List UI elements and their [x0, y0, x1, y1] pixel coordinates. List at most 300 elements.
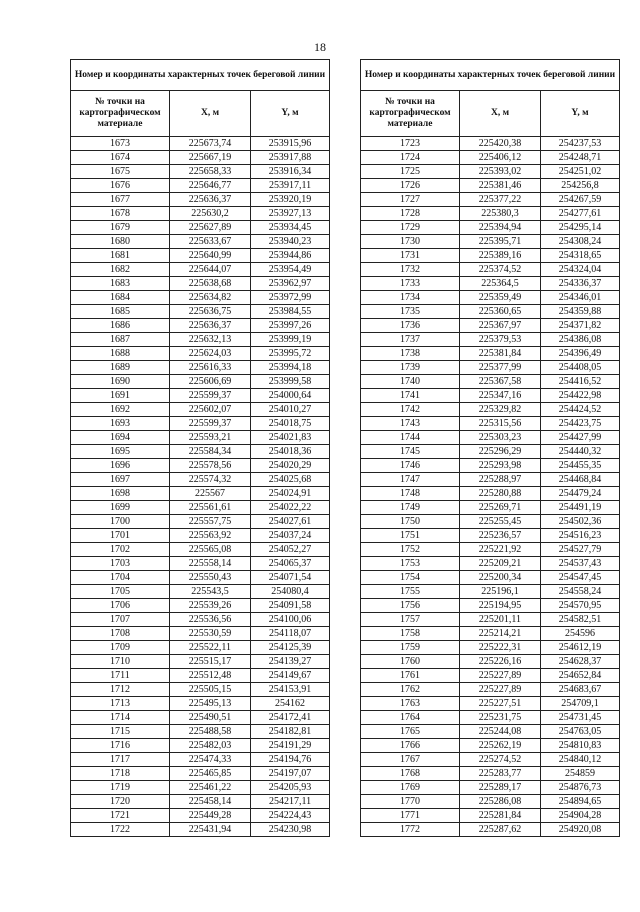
table-row: [361, 655, 620, 669]
point-number-cell: 1766: [361, 739, 460, 753]
point-number-cell: 1760: [361, 655, 460, 669]
table-row: [71, 571, 330, 585]
y-coordinate-cell: 254080,4: [251, 585, 330, 599]
x-coordinate-cell: 225367,58: [460, 375, 541, 389]
table-row: [361, 165, 620, 179]
y-coordinate-cell: 253927,13: [251, 207, 330, 221]
x-coordinate-cell: 225561,61: [170, 501, 251, 515]
point-number-cell: 1751: [361, 529, 460, 543]
y-coordinate-cell: 254570,95: [541, 599, 620, 613]
table-row: [71, 641, 330, 655]
x-coordinate-cell: 225269,71: [460, 501, 541, 515]
x-coordinate-cell: 225574,32: [170, 473, 251, 487]
y-coordinate-cell: 254416,52: [541, 375, 620, 389]
point-number-cell: 1742: [361, 403, 460, 417]
point-number-cell: 1694: [71, 431, 170, 445]
x-coordinate-cell: 225227,51: [460, 697, 541, 711]
point-number-cell: 1687: [71, 333, 170, 347]
x-coordinate-cell: 225379,53: [460, 333, 541, 347]
point-number-cell: 1748: [361, 487, 460, 501]
table-row: [361, 599, 620, 613]
y-coordinate-cell: 253915,96: [251, 137, 330, 151]
x-coordinate-cell: 225394,94: [460, 221, 541, 235]
x-coordinate-cell: 225606,69: [170, 375, 251, 389]
x-coordinate-cell: 225377,22: [460, 193, 541, 207]
point-number-cell: 1689: [71, 361, 170, 375]
point-number-cell: 1764: [361, 711, 460, 725]
y-coordinate-cell: 254191,29: [251, 739, 330, 753]
point-number-cell: 1770: [361, 795, 460, 809]
y-coordinate-cell: 253984,55: [251, 305, 330, 319]
table-row: [361, 823, 620, 837]
x-coordinate-cell: 225646,77: [170, 179, 251, 193]
y-coordinate-cell: 253995,72: [251, 347, 330, 361]
point-number-cell: 1693: [71, 417, 170, 431]
x-coordinate-cell: 225465,85: [170, 767, 251, 781]
y-coordinate-cell: 254582,51: [541, 613, 620, 627]
x-coordinate-cell: 225315,56: [460, 417, 541, 431]
table-row: [361, 585, 620, 599]
x-coordinate-cell: 225593,21: [170, 431, 251, 445]
x-coordinate-cell: 225194,95: [460, 599, 541, 613]
point-number-cell: 1715: [71, 725, 170, 739]
x-coordinate-cell: 225636,75: [170, 305, 251, 319]
table-row: [71, 739, 330, 753]
y-coordinate-cell: 253920,19: [251, 193, 330, 207]
point-number-cell: 1712: [71, 683, 170, 697]
table-row: [71, 151, 330, 165]
y-coordinate-cell: 254427,99: [541, 431, 620, 445]
y-coordinate-cell: 254709,1: [541, 697, 620, 711]
point-number-cell: 1730: [361, 235, 460, 249]
x-coordinate-cell: 225222,31: [460, 641, 541, 655]
x-coordinate-cell: 225214,21: [460, 627, 541, 641]
point-number-cell: 1680: [71, 235, 170, 249]
y-coordinate-cell: 253999,19: [251, 333, 330, 347]
point-number-cell: 1722: [71, 823, 170, 837]
point-number-cell: 1740: [361, 375, 460, 389]
x-coordinate-cell: 225406,12: [460, 151, 541, 165]
x-coordinate-cell: 225431,94: [170, 823, 251, 837]
y-coordinate-cell: 254537,43: [541, 557, 620, 571]
table-row: [71, 221, 330, 235]
table-row: [71, 375, 330, 389]
y-coordinate-cell: 254318,65: [541, 249, 620, 263]
y-coordinate-cell: 254118,07: [251, 627, 330, 641]
x-coordinate-cell: 225200,34: [460, 571, 541, 585]
y-coordinate-cell: 254440,32: [541, 445, 620, 459]
x-coordinate-cell: 225627,89: [170, 221, 251, 235]
point-number-cell: 1682: [71, 263, 170, 277]
table-row: [71, 277, 330, 291]
x-coordinate-cell: 225360,65: [460, 305, 541, 319]
x-coordinate-cell: 225667,19: [170, 151, 251, 165]
x-coordinate-cell: 225449,28: [170, 809, 251, 823]
x-coordinate-cell: 225221,92: [460, 543, 541, 557]
x-coordinate-cell: 225490,51: [170, 711, 251, 725]
table-row: [71, 193, 330, 207]
y-coordinate-cell: 254172,41: [251, 711, 330, 725]
table-row: [361, 501, 620, 515]
point-number-cell: 1738: [361, 347, 460, 361]
x-coordinate-cell: 225636,37: [170, 319, 251, 333]
y-coordinate-cell: 254904,28: [541, 809, 620, 823]
x-coordinate-cell: 225565,08: [170, 543, 251, 557]
y-coordinate-cell: 254100,06: [251, 613, 330, 627]
point-number-cell: 1757: [361, 613, 460, 627]
table-row: [361, 809, 620, 823]
y-coordinate-cell: 254346,01: [541, 291, 620, 305]
point-number-cell: 1702: [71, 543, 170, 557]
y-coordinate-cell: 253917,88: [251, 151, 330, 165]
point-number-header: № точки на картографическом материале: [361, 91, 460, 137]
x-coordinate-cell: 225461,22: [170, 781, 251, 795]
y-coordinate-cell: 254153,91: [251, 683, 330, 697]
x-coordinate-cell: 225209,21: [460, 557, 541, 571]
y-coordinate-cell: 254547,45: [541, 571, 620, 585]
point-number-cell: 1684: [71, 291, 170, 305]
y-coordinate-cell: 254308,24: [541, 235, 620, 249]
table-row: [361, 697, 620, 711]
y-coordinate-cell: 254840,12: [541, 753, 620, 767]
x-coordinate-cell: 225389,16: [460, 249, 541, 263]
table-row: [361, 361, 620, 375]
table-row: [71, 529, 330, 543]
table-row: [71, 753, 330, 767]
y-coordinate-cell: 254336,37: [541, 277, 620, 291]
y-coordinate-cell: 253997,26: [251, 319, 330, 333]
point-number-cell: 1733: [361, 277, 460, 291]
table-row: [361, 781, 620, 795]
y-coordinate-cell: 254628,37: [541, 655, 620, 669]
table-row: [361, 389, 620, 403]
x-coordinate-cell: 225673,74: [170, 137, 251, 151]
table-row: [361, 333, 620, 347]
point-number-cell: 1761: [361, 669, 460, 683]
point-number-cell: 1758: [361, 627, 460, 641]
y-coordinate-cell: 254025,68: [251, 473, 330, 487]
x-coordinate-cell: 225288,97: [460, 473, 541, 487]
table-row: [361, 445, 620, 459]
y-coordinate-cell: 254139,27: [251, 655, 330, 669]
y-coordinate-cell: 254455,35: [541, 459, 620, 473]
point-number-cell: 1732: [361, 263, 460, 277]
y-coordinate-cell: 253954,49: [251, 263, 330, 277]
coordinates-table-left: [70, 59, 330, 837]
x-coordinate-cell: 225293,98: [460, 459, 541, 473]
point-number-cell: 1674: [71, 151, 170, 165]
x-coordinate-cell: 225201,11: [460, 613, 541, 627]
point-number-cell: 1753: [361, 557, 460, 571]
x-coordinate-cell: 225381,46: [460, 179, 541, 193]
point-number-cell: 1706: [71, 599, 170, 613]
point-number-cell: 1701: [71, 529, 170, 543]
y-coordinate-cell: 254422,98: [541, 389, 620, 403]
y-coordinate-cell: 253916,34: [251, 165, 330, 179]
point-number-cell: 1755: [361, 585, 460, 599]
x-coordinate-cell: 225227,89: [460, 669, 541, 683]
point-number-cell: 1724: [361, 151, 460, 165]
y-coordinate-cell: 254371,82: [541, 319, 620, 333]
y-coordinate-cell: 254162: [251, 697, 330, 711]
y-coordinate-cell: 254230,98: [251, 823, 330, 837]
table-row: [71, 809, 330, 823]
y-coordinate-cell: 254527,79: [541, 543, 620, 557]
table-row: [71, 347, 330, 361]
x-coordinate-cell: 225624,03: [170, 347, 251, 361]
table-row: [361, 207, 620, 221]
point-number-cell: 1734: [361, 291, 460, 305]
x-coordinate-cell: 225196,1: [460, 585, 541, 599]
table-row: [71, 249, 330, 263]
table-row: [361, 277, 620, 291]
x-coordinate-cell: 225515,17: [170, 655, 251, 669]
x-coordinate-cell: 225395,71: [460, 235, 541, 249]
table-row: [71, 291, 330, 305]
x-coordinate-cell: 225286,08: [460, 795, 541, 809]
x-coordinate-cell: 225244,08: [460, 725, 541, 739]
y-coordinate-cell: 254091,58: [251, 599, 330, 613]
x-coordinate-cell: 225458,14: [170, 795, 251, 809]
y-coordinate-cell: 254248,71: [541, 151, 620, 165]
table-row: [71, 263, 330, 277]
y-coordinate-cell: 254491,19: [541, 501, 620, 515]
table-row: [71, 711, 330, 725]
y-coordinate-cell: 254502,36: [541, 515, 620, 529]
point-number-cell: 1678: [71, 207, 170, 221]
point-number-cell: 1767: [361, 753, 460, 767]
table-row: [71, 361, 330, 375]
x-coordinate-cell: 225640,99: [170, 249, 251, 263]
table-row: [361, 291, 620, 305]
x-coordinate-cell: 225578,56: [170, 459, 251, 473]
point-number-cell: 1721: [71, 809, 170, 823]
table-row: [71, 781, 330, 795]
point-number-cell: 1743: [361, 417, 460, 431]
point-number-cell: 1690: [71, 375, 170, 389]
table-row: [361, 473, 620, 487]
y-coordinate-cell: 254022,22: [251, 501, 330, 515]
x-coordinate-cell: 225281,84: [460, 809, 541, 823]
y-coordinate-cell: 253917,11: [251, 179, 330, 193]
point-number-cell: 1719: [71, 781, 170, 795]
point-number-cell: 1698: [71, 487, 170, 501]
y-coordinate-cell: 254920,08: [541, 823, 620, 837]
x-coordinate-cell: 225536,56: [170, 613, 251, 627]
table-row: [71, 319, 330, 333]
table-row: [71, 725, 330, 739]
x-coordinate-cell: 225630,2: [170, 207, 251, 221]
y-coordinate-cell: 254731,45: [541, 711, 620, 725]
table-row: [71, 697, 330, 711]
point-number-cell: 1754: [361, 571, 460, 585]
x-coordinate-cell: 225380,3: [460, 207, 541, 221]
point-number-cell: 1752: [361, 543, 460, 557]
table-row: [71, 431, 330, 445]
table-row: [71, 459, 330, 473]
table-row: [71, 473, 330, 487]
table-row: [71, 613, 330, 627]
point-number-cell: 1728: [361, 207, 460, 221]
point-number-cell: 1739: [361, 361, 460, 375]
point-number-cell: 1686: [71, 319, 170, 333]
table-row: [361, 137, 620, 151]
x-coordinate-cell: 225367,97: [460, 319, 541, 333]
point-number-cell: 1708: [71, 627, 170, 641]
y-coordinate-cell: 254612,19: [541, 641, 620, 655]
point-number-cell: 1675: [71, 165, 170, 179]
table-row: [361, 767, 620, 781]
x-coordinate-cell: 225359,49: [460, 291, 541, 305]
table-row: [71, 627, 330, 641]
table-row: [361, 711, 620, 725]
table-row: [361, 263, 620, 277]
point-number-header: № точки на картографическом материале: [71, 91, 170, 137]
point-number-cell: 1700: [71, 515, 170, 529]
x-coordinate-cell: 225381,84: [460, 347, 541, 361]
table-body-left: [71, 137, 330, 837]
x-coordinate-cell: 225543,5: [170, 585, 251, 599]
point-number-cell: 1683: [71, 277, 170, 291]
point-number-cell: 1725: [361, 165, 460, 179]
table-row: [361, 459, 620, 473]
point-number-cell: 1726: [361, 179, 460, 193]
y-coordinate-cell: 254251,02: [541, 165, 620, 179]
table-row: [71, 501, 330, 515]
table-row: [361, 627, 620, 641]
y-coordinate-cell: 254000,64: [251, 389, 330, 403]
y-coordinate-cell: 254224,43: [251, 809, 330, 823]
table-row: [361, 571, 620, 585]
x-coordinate-cell: 225633,67: [170, 235, 251, 249]
y-coordinate-cell: 254295,14: [541, 221, 620, 235]
x-coordinate-cell: 225329,82: [460, 403, 541, 417]
x-coordinate-cell: 225227,89: [460, 683, 541, 697]
table-body-right: [361, 137, 620, 837]
y-coordinate-cell: 254205,93: [251, 781, 330, 795]
table-row: [71, 389, 330, 403]
y-coordinate-cell: 254277,61: [541, 207, 620, 221]
point-number-cell: 1705: [71, 585, 170, 599]
table-row: [71, 543, 330, 557]
x-coordinate-cell: 225287,62: [460, 823, 541, 837]
point-number-cell: 1697: [71, 473, 170, 487]
x-coordinate-cell: 225634,82: [170, 291, 251, 305]
y-coordinate-cell: 254197,07: [251, 767, 330, 781]
y-coordinate-cell: 254810,83: [541, 739, 620, 753]
table-row: [361, 669, 620, 683]
table-row: [361, 375, 620, 389]
x-coordinate-cell: 225474,33: [170, 753, 251, 767]
table-row: [71, 165, 330, 179]
table-title: Номер и координаты характерных точек береговой линии: [361, 60, 620, 91]
table-row: [71, 795, 330, 809]
y-coordinate-cell: 254652,84: [541, 669, 620, 683]
x-coordinate-cell: 225557,75: [170, 515, 251, 529]
coordinates-table-right: [360, 59, 620, 837]
point-number-cell: 1713: [71, 697, 170, 711]
table-row: [71, 823, 330, 837]
point-number-cell: 1718: [71, 767, 170, 781]
table-row: [71, 655, 330, 669]
y-coordinate-cell: 254683,67: [541, 683, 620, 697]
table-row: [71, 305, 330, 319]
y-coordinate-cell: 254065,37: [251, 557, 330, 571]
table-row: [361, 739, 620, 753]
table-row: [361, 417, 620, 431]
point-number-cell: 1727: [361, 193, 460, 207]
table-row: [361, 193, 620, 207]
table-row: [361, 431, 620, 445]
point-number-cell: 1709: [71, 641, 170, 655]
y-coordinate-cell: 254018,36: [251, 445, 330, 459]
x-coordinate-cell: 225364,5: [460, 277, 541, 291]
table-row: [361, 179, 620, 193]
y-coordinate-cell: 254217,11: [251, 795, 330, 809]
table-row: [361, 403, 620, 417]
y-coordinate-cell: 254894,65: [541, 795, 620, 809]
y-coordinate-cell: 254423,75: [541, 417, 620, 431]
y-coordinate-cell: 254149,67: [251, 669, 330, 683]
x-coordinate-cell: 225231,75: [460, 711, 541, 725]
y-coordinate-cell: 254052,27: [251, 543, 330, 557]
y-coordinate-cell: 254479,24: [541, 487, 620, 501]
point-number-cell: 1737: [361, 333, 460, 347]
x-coordinate-cell: 225488,58: [170, 725, 251, 739]
y-coordinate-cell: 254125,39: [251, 641, 330, 655]
x-coordinate-cell: 225632,13: [170, 333, 251, 347]
x-coordinate-cell: 225505,15: [170, 683, 251, 697]
x-coordinate-cell: 225393,02: [460, 165, 541, 179]
point-number-cell: 1771: [361, 809, 460, 823]
table-row: [71, 333, 330, 347]
y-coordinate-cell: 253994,18: [251, 361, 330, 375]
point-number-cell: 1696: [71, 459, 170, 473]
table-row: [71, 137, 330, 151]
y-coordinate-cell: 254468,84: [541, 473, 620, 487]
y-coordinate-cell: 254763,05: [541, 725, 620, 739]
point-number-cell: 1746: [361, 459, 460, 473]
page-number: 18: [314, 40, 326, 54]
table-row: [361, 515, 620, 529]
x-coordinate-cell: 225550,43: [170, 571, 251, 585]
point-number-cell: 1749: [361, 501, 460, 515]
table-title: Номер и координаты характерных точек береговой линии: [71, 60, 330, 91]
point-number-cell: 1765: [361, 725, 460, 739]
x-coordinate-cell: 225644,07: [170, 263, 251, 277]
point-number-cell: 1679: [71, 221, 170, 235]
y-coordinate-cell: 254558,24: [541, 585, 620, 599]
x-coordinate-cell: 225347,16: [460, 389, 541, 403]
y-coordinate-cell: 253944,86: [251, 249, 330, 263]
table-row: [361, 613, 620, 627]
y-coordinate-cell: 253940,23: [251, 235, 330, 249]
x-coordinate-header: X, м: [170, 91, 251, 137]
point-number-cell: 1735: [361, 305, 460, 319]
x-coordinate-cell: 225226,16: [460, 655, 541, 669]
x-coordinate-cell: 225636,37: [170, 193, 251, 207]
y-coordinate-cell: 254194,76: [251, 753, 330, 767]
x-coordinate-cell: 225558,14: [170, 557, 251, 571]
y-coordinate-header: Y, м: [251, 91, 330, 137]
point-number-cell: 1716: [71, 739, 170, 753]
y-coordinate-cell: 254359,88: [541, 305, 620, 319]
point-number-cell: 1704: [71, 571, 170, 585]
table-row: [71, 669, 330, 683]
table-row: [361, 347, 620, 361]
y-coordinate-cell: 254182,81: [251, 725, 330, 739]
y-coordinate-cell: 254037,24: [251, 529, 330, 543]
